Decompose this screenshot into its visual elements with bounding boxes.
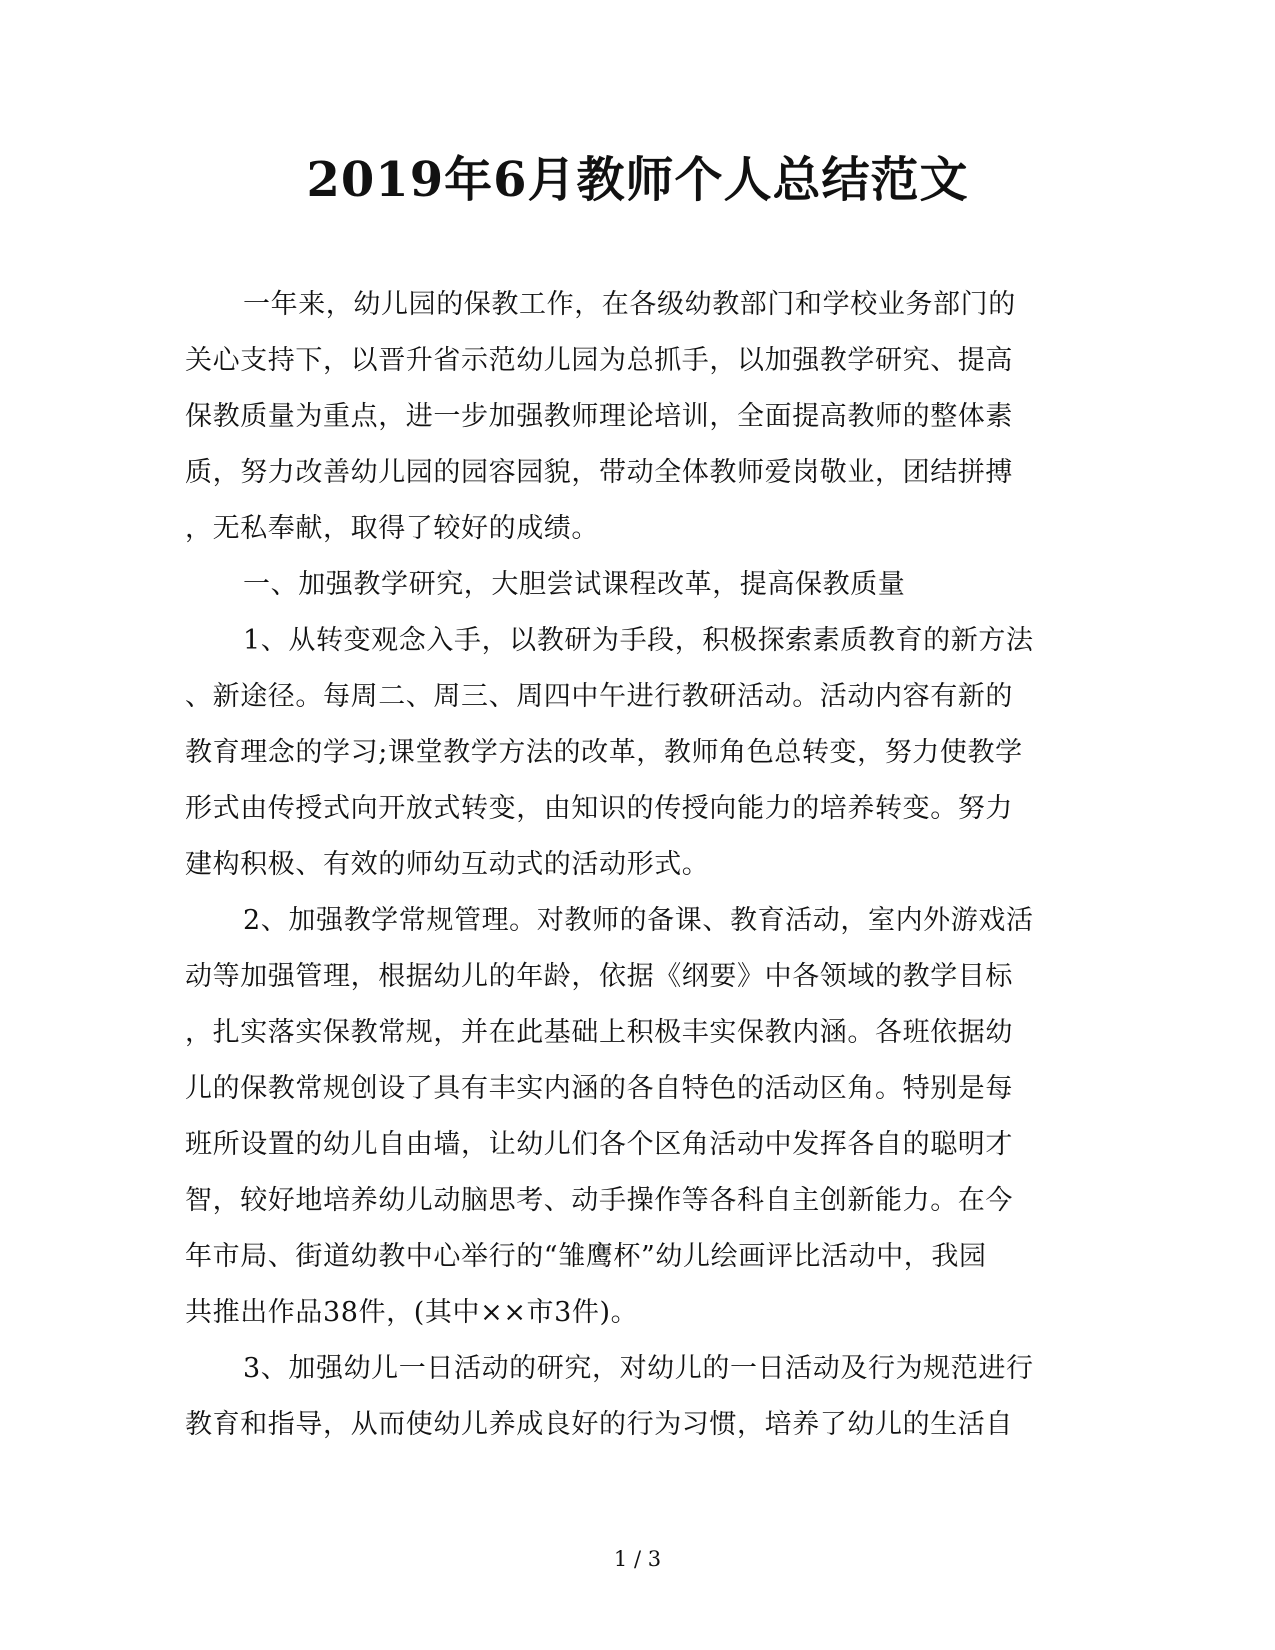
body-text-line: ，扎实落实保教常规，并在此基础上积极丰实保教内涵。各班依据幼 [185, 1017, 1013, 1048]
document-title: 2019年6月教师个人总结范文 [306, 152, 969, 208]
body-text-line: 共推出作品38件，(其中××市3件)。 [185, 1297, 639, 1328]
body-text-line: 建构积极、有效的师幼互动式的活动形式。 [185, 849, 710, 880]
body-text-line: 1、从转变观念入手，以教研为手段，积极探索素质教育的新方法 [243, 625, 1034, 656]
body-text-line: 质，努力改善幼儿园的园容园貌，带动全体教师爱岗敬业，团结拼搏 [185, 457, 1013, 488]
body-text-line: 教育理念的学习;课堂教学方法的改革，教师角色总转变，努力使教学 [185, 737, 1023, 768]
body-text-line: 、新途径。每周二、周三、周四中午进行教研活动。活动内容有新的 [185, 681, 1013, 712]
body-text-line: 动等加强管理，根据幼儿的年龄，依据《纲要》中各领域的教学目标 [185, 961, 1013, 992]
page-number: 1 / 3 [613, 1547, 662, 1571]
body-text-line: 年市局、街道幼教中心举行的“雏鹰杯”幼儿绘画评比活动中，我园 [185, 1241, 987, 1272]
body-text-line: 智，较好地培养幼儿动脑思考、动手操作等各科自主创新能力。在今 [185, 1185, 1013, 1216]
body-text-line: 一、加强教学研究，大胆尝试课程改革，提高保教质量 [243, 569, 906, 600]
body-text-line: 形式由传授式向开放式转变，由知识的传授向能力的培养转变。努力 [185, 793, 1013, 824]
body-text-line: 2、加强教学常规管理。对教师的备课、教育活动，室内外游戏活 [243, 905, 1034, 936]
body-text-line: 儿的保教常规创设了具有丰实内涵的各自特色的活动区角。特别是每 [185, 1073, 1013, 1104]
body-text-line: 一年来，幼儿园的保教工作，在各级幼教部门和学校业务部门的 [243, 289, 1016, 320]
body-text-line: 保教质量为重点，进一步加强教师理论培训，全面提高教师的整体素 [185, 401, 1013, 432]
body-text-line: 教育和指导，从而使幼儿养成良好的行为习惯，培养了幼儿的生活自 [185, 1409, 1013, 1440]
body-text-line: 关心支持下，以晋升省示范幼儿园为总抓手，以加强教学研究、提高 [185, 345, 1013, 376]
document-body [185, 277, 1085, 1453]
body-text-line: 班所设置的幼儿自由墙，让幼儿们各个区角活动中发挥各自的聪明才 [185, 1129, 1013, 1160]
body-text-line: ，无私奉献，取得了较好的成绩。 [185, 513, 599, 544]
body-text-line: 3、加强幼儿一日活动的研究，对幼儿的一日活动及行为规范进行 [243, 1353, 1034, 1384]
